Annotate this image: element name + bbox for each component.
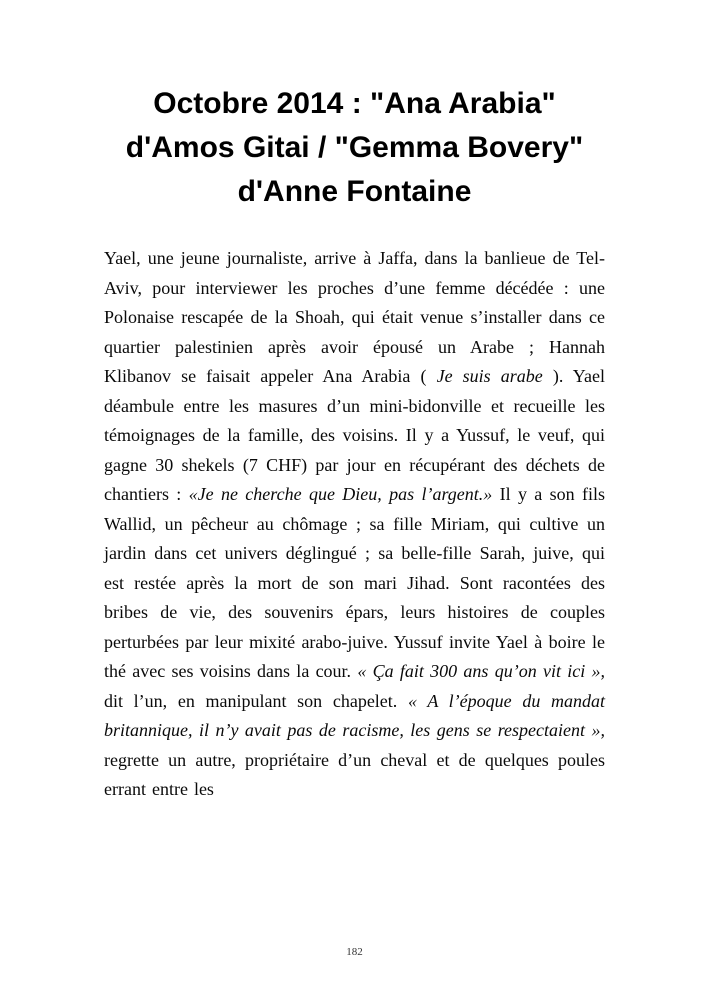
body-run-text: Il y a son fils Wallid, un pêcheur au chômage ; sa fille Miriam, qui cultive un jardin dans cet univers déglingué ; sa belle-fille Sarah, juive, qui est restée après la mort de son mari Jihad. Sont racontées des bribes de vie, des souvenirs épars, leurs histoires de couples perturbées par leur mixité arabo-juive. Yussuf invite Yael à boire le thé avec ses voisins dans la cour. xyxy=(104,484,605,681)
body-run-text: ). Yael déambule entre les masures d’un mini-bidonville et recueille les témoignages de la famille, des voisins. Il y a Yussuf, le veuf, qui gagne 30 shekels (7 CHF) par jour en récupérant des déchets de chantiers : xyxy=(104,366,605,504)
page-title: Octobre 2014 : "Ana Arabia" d'Amos Gitai / "Gemma Bovery" d'Anne Fontaine xyxy=(125,87,584,208)
italic-quote-text: « A l’époque du mandat britannique, il n’y avait pas de racisme, les gens se respectaient », xyxy=(104,690,605,740)
body-run-text: Yael, une jeune journaliste, arrive à Jaffa, dans la banlieue de Tel-Aviv, pour interviewer les proches d’une femme décédée : une Polonaise rescapée de la Shoah, qui était venue s’installer dans ce quartier palestinien après avoir épousé un Arabe ; Hannah Klibanov se faisait appeler Ana Arabia ( xyxy=(104,248,605,386)
italic-quote-text: « Ça fait 300 ans qu’on vit ici », xyxy=(357,661,605,681)
body-run-text: regrette un autre, propriétaire d’un cheval et de quelques poules errant entre les xyxy=(104,749,605,799)
italic-quote-text: «Je ne cherche que Dieu, pas l’argent.» xyxy=(188,484,493,504)
body-paragraph xyxy=(104,244,605,805)
page-number: 182 xyxy=(346,946,363,958)
italic-quote-text: Je suis arabe xyxy=(436,366,543,386)
body-run-text: dit l’un, en manipulant son chapelet. xyxy=(104,690,408,711)
